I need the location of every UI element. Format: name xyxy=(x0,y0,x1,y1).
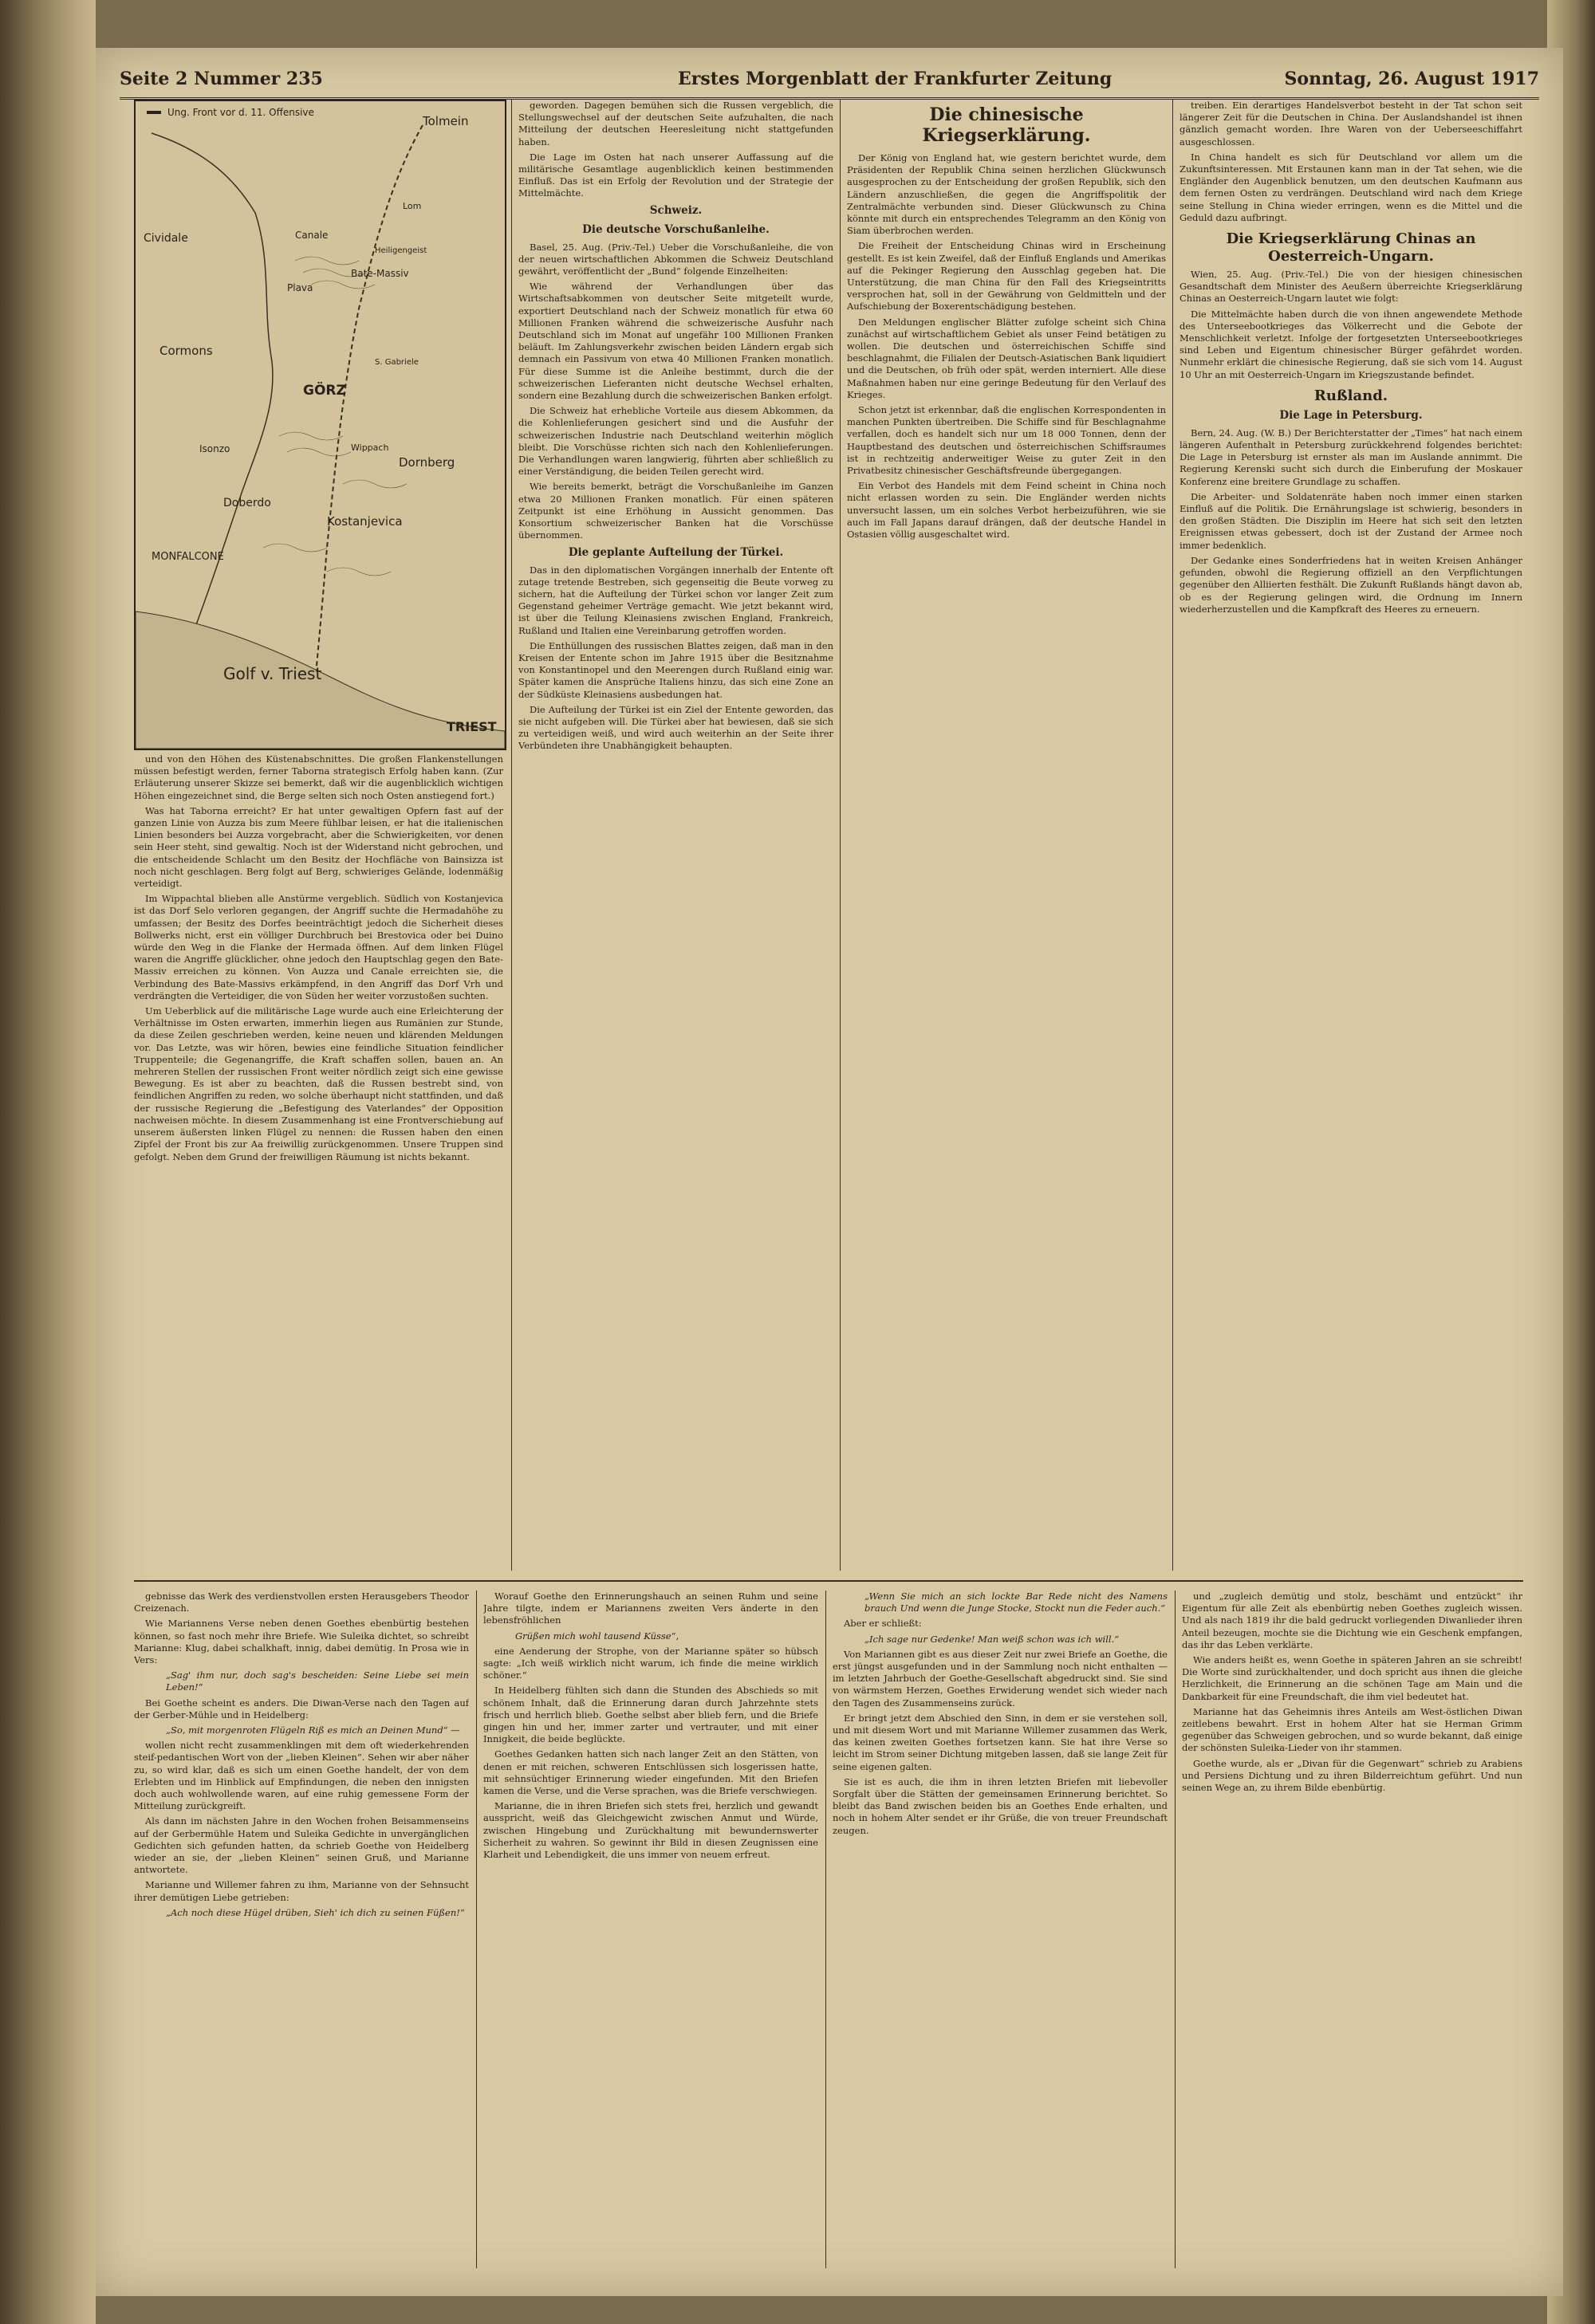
column-rule xyxy=(511,100,512,1571)
section-heading: Schweiz. xyxy=(649,203,703,217)
column-3 xyxy=(847,100,1166,1571)
column-rule xyxy=(476,1591,477,2268)
paragraph: Schon jetzt ist erkennbar, daß die englischen Korrespondenten in manchen Punkten übertreiben. Die Schiffe sind für Beschlagnahme verfallen, doch es handelt sich nur um 18 000 Tonnen, denn der Hauptbestand des deutschen und österreichischen Schiffsraumes ist in rechtzeitig anderweitiger Weise zu guter Zeit in den Privatbesitz chinesischer Geschäftsfreunde übergegangen. xyxy=(847,404,1166,477)
verse: Grüßen mich wohl tausend Küsse“, xyxy=(515,1630,679,1642)
paragraph: Aber er schließt: xyxy=(844,1618,922,1630)
verse: „So, mit morgenroten Flügeln Riß es mich an Deinen Mund“ — xyxy=(166,1724,460,1736)
column-4 xyxy=(1180,100,1522,1571)
place-label: Kostanjevica xyxy=(327,514,403,529)
masthead xyxy=(120,65,1539,100)
paragraph: Wie anders heißt es, wenn Goethe in späteren Jahren an sie schreibt! Die Worte sind zurückhaltender, und doch spricht aus ihnen die gleiche Herzlichkeit, die Erinnerung an die schönen Tage am Main und die Dankbarkeit für eine Freundschaft, die ihm viel bedeutet hat. xyxy=(1182,1654,1522,1702)
place-label: GÖRZ xyxy=(303,383,346,399)
paragraph: Die Lage im Osten hat nach unserer Auffassung auf die militärische Gesamtlage augenblicklich keinen bestimmenden Einfluß. Das ist ein Erfolg der Revolution und der Strategie der Mittelmächte. xyxy=(518,151,833,199)
paragraph: Was hat Taborna erreicht? Er hat unter gewaltigen Opfern fast auf der ganzen Linie von Auzza bis zum Meere fühlbar leisen, er hat die italienischen Linien besonders bei Auzza vorgebracht, aber die Schwierigkeiten, vor denen sein Heer steht, sind gewaltig. Noch ist der Widerstand nicht gebrochen, und die entscheidende Schlacht um den Besitz der Hochfläche von Bainsizza ist noch nicht geschlagen. Berg folgt auf Berg, schwieriges Gelände, lodenmäßig verteidigt. xyxy=(134,804,503,890)
paragraph: Goethe wurde, als er „Divan für die Gegenwart“ schrieb zu Arabiens und Persiens Dichtung und zu ihren Bilderreichtum geführt. Und nun seinen Wege an, zu ihrem Bilde ebenbürtig. xyxy=(1182,1757,1522,1794)
paragraph: Die Aufteilung der Türkei ist ein Ziel der Entente geworden, das sie nicht aufgeben will. Die Türkei aber hat bewiesen, daß sie sich zu verteidigen weiß, und wird auch weiterhin an der Seite ihrer Verbündeten ihre Unabhängigkeit behaupten. xyxy=(518,703,833,752)
paragraph: und von den Höhen des Küstenabschnittes. Die großen Flankenstellungen müssen befestigt werden, ferner Taborna strategisch Erfolg haben kann. (Zur Erläuterung unserer Skizze sei bemerkt, daß wir die augenblicklich wichtigen Höhen eingezeichnet sind, die Berge selten sich noch Osten anstiegend fort.) xyxy=(134,753,503,801)
feuilleton-column-4 xyxy=(1182,1591,1522,2268)
place-label: Isonzo xyxy=(199,443,230,454)
paragraph: eine Aenderung der Strophe, von der Marianne später so hübsch sagte: „Ich weiß wirklich nicht warum, ich finde die meine wirklich schöner.“ xyxy=(483,1645,818,1681)
place-label: Canale xyxy=(295,230,329,241)
verse: „Sag' ihm nur, doch sag's bescheiden: Seine Liebe sei mein Leben!“ xyxy=(166,1669,469,1693)
column-1 xyxy=(134,753,503,1567)
paragraph: Wie während der Verhandlungen über das Wirtschaftsabkommen von deutscher Seite mitgeteilt wurde, exportiert Deutschland nach der Schweiz monatlich für etwa 60 Millionen Franken während die schweizerische Ausfuhr nach Deutschland sich im Monat auf ungefähr 100 Millionen Franken beläuft. Im Zahlungsverkehr zwischen beiden Ländern ergab sich demnach ein Passivum von etwa 40 Millionen Franken monatlich. Für diese Summe ist die Anleihe bestimmt, durch die der schweizerischen Lieferanten nicht deutsche Wechsel erhalten, sondern eine Bezahlung durch die schweizerischen Banken erfolgt. xyxy=(518,281,833,402)
isonzo-front-map xyxy=(134,100,506,750)
paragraph: Sie ist es auch, die ihm in ihren letzten Briefen mit liebevoller Sorgfalt über die Stätten der gemeinsamen Erinnerung berichtet. So bleibt das Band zwischen beiden bis an Goethes Ende erhalten, und noch in hohem Alter sendet er ihr Grüße, die von treuer Freundschaft zeugen. xyxy=(833,1775,1168,1836)
paragraph: Im Wippachtal blieben alle Anstürme vergeblich. Südlich von Kostanjevica ist das Dorf Selo verloren gegangen, der Angriff suchte die Hermadahöhe zu umfassen; der Besitz des Dorfes beeinträchtigt jedoch die Sicherheit dieses Bollwerks nicht, erst ein völliger Durchbruch bei Brestovica oder bei Duino würde den Weg in die Flanke der Hermada öffnen. Auf dem linken Flügel waren die Angriffe glücklicher, ohne jedoch den Hauptschlag gegen den Bate-Massiv erreichen zu können. Von Auzza und Canale erreichten sie, die Verbindung des Bate-Massivs erkämpfend, in den Angriff das Dorf Vrh und verdrängten die Verteidiger, die von Süden her weiter vorzustoßen suchten. xyxy=(134,893,503,1001)
place-label: Golf v. Triest xyxy=(223,664,322,683)
paragraph: Marianne, die in ihren Briefen sich stets frei, herzlich und gewandt ausspricht, weiß das Gleichgewicht zwischen Anmut und Würde, zwischen Hingebung und Zurückhaltung mit bewundernswerter Sicherheit zu wahren. So gewinnt ihr Bild in diesen Zeugnissen eine Klarheit und Lebendigkeit, die uns immer von neuem erfreut. xyxy=(483,1800,818,1861)
article-heading: Die Kriegserklärung Chinas an Oesterreich-Ungarn. xyxy=(1226,230,1476,265)
place-label: Cividale xyxy=(144,232,188,245)
book-binding-left xyxy=(0,0,96,2324)
paragraph: Die Arbeiter- und Soldatenräte haben noch immer einen starken Einfluß auf die Politik. Die Ernährungslage ist schwierig, besonders in den großen Städten. Die Disziplin im Heere hat sich seit den letzten Ereignissen etwas gebessert, doch ist der Zustand der Armee noch immer bedenklich. xyxy=(1180,490,1522,551)
place-label: Plava xyxy=(287,282,313,293)
paragraph: Marianne und Willemer fahren zu ihm, Marianne von der Sehnsucht ihrer demütigen Liebe getrieben: xyxy=(134,1879,469,1903)
paragraph: In China handelt es sich für Deutschland vor allem um die Zukunftsinteressen. Mit Erstaunen kann man in der Tat sehen, wie die Engländer den Augenblick benutzen, um den deutschen Kaufmann aus dem fernen Osten zu verdrängen. Deutschland wird nach dem Kriege seine Stellung in China wieder erringen, wenn es die Mittel und die Geduld dazu aufbringt. xyxy=(1180,151,1522,223)
paragraph: Die Schweiz hat erhebliche Vorteile aus diesem Abkommen, da die Kohlenlieferungen gesichert sind und die Ausfuhr der schweizerischen Industrie nach Deutschland weiterhin möglich bleibt. Die Vorschüsse richten sich nach den Kohlenlieferungen. Die Verhandlungen waren langwierig, führten aber schließlich zu einer Verständigung, die beiden Teilen gerecht wird. xyxy=(518,405,833,478)
paragraph: Worauf Goethe den Erinnerungshauch an seinen Ruhm und seine Jahre tilgte, indem er Mariannens zweiten Vers änderte in den lebensfröhlichen xyxy=(483,1591,818,1626)
feuilleton-column-1 xyxy=(134,1591,469,2268)
place-label: Bate-Massiv xyxy=(351,268,409,279)
section-heading: Rußland. xyxy=(1313,387,1388,404)
paragraph: Der König von England hat, wie gestern berichtet wurde, dem Präsidenten der Republik China seinen herzlichen Glückwunsch ausgesprochen zu der Entscheidung der großen Republik, sich den Ländern anzuschließen, die gegen die Angriffspolitik der Zentralmächte verbunden sind. Dieser Glückwunsch zu China könnte mit durch ein entsprechendes Telegramm an den König von Siam überbrochen werden. xyxy=(847,152,1166,237)
paragraph: Er bringt jetzt dem Abschied den Sinn, in dem er sie verstehen soll, und mit diesem Wort und mit Marianne Willemer zusammen das Werk, das keinen zweiten Goethes fortsetzen kann. Sie hat ihre Verse so leicht im Strom seiner Dichtung mitgeben lassen, daß sie lange Zeit für seine eigenen galten. xyxy=(833,1712,1168,1772)
paragraph: Bern, 24. Aug. (W. B.) Der Berichterstatter der „Times“ hat nach einem längeren Aufenthalt in Petersburg zurückkehrend folgendes berichtet: Die Lage in Petersburg ist ernster als man im Auslande annimmt. Die Regierung Kerenski sucht sich durch die Einberufung der Moskauer Konferenz eine breitere Grundlage zu schaffen. xyxy=(1180,427,1522,487)
paragraph: Von Mariannen gibt es aus dieser Zeit nur zwei Briefe an Goethe, die erst jüngst ausgefunden und in der Sammlung noch nicht enthalten — im letzten Jahrbuch der Goethe-Gesellschaft abgedruckt sind. Sie sind von wärmstem Herzen, Goethes Erwiderung wendet sich wieder nach den Tagen des Zusammenseins zurück. xyxy=(833,1648,1168,1709)
map-legend: Ung. Front vor d. 11. Offensive xyxy=(167,107,314,118)
place-label: Doberdo xyxy=(223,497,271,509)
column-rule xyxy=(1172,100,1173,1571)
article-heading: Die Lage in Petersburg. xyxy=(1279,408,1423,422)
verse: „Ach noch diese Hügel drüben, Sieh' ich dich zu seinen Füßen!“ xyxy=(166,1906,465,1918)
place-label: S. Gabriele xyxy=(375,358,419,367)
paragraph: geworden. Dagegen bemühen sich die Russen vergeblich, die Stellungswechsel auf der deutschen Seite aufzuhalten, die nach Mitteilung der deutschen Heeresleitung nicht stattgefunden haben. xyxy=(518,100,833,147)
column-2 xyxy=(518,100,833,1571)
paragraph: Marianne hat das Geheimnis ihres Anteils am West-östlichen Diwan zeitlebens bewahrt. Erst in hohem Alter hat sie Herman Grimm gegenüber das Schweigen gebrochen, und so wurde bekannt, daß einige der schönsten Suleika-Lieder von ihr stammen. xyxy=(1182,1705,1522,1754)
paragraph: Ein Verbot des Handels mit dem Feind scheint in China noch nicht erlassen worden zu sein. Die Engländer werden nichts unversucht lassen, um ein solches Verbot herbeizuführen, wie sie auch im Fall Japans darauf drängen, daß der deutsche Handel in Ostasien völlig ausgeschaltet wird. xyxy=(847,480,1166,541)
place-label: Wippach xyxy=(351,442,389,453)
paragraph: gebnisse das Werk des verdienstvollen ersten Herausgebers Theodor Creizenach. xyxy=(134,1591,469,1614)
column-rule xyxy=(825,1591,826,2268)
paragraph: Bei Goethe scheint es anders. Die Diwan-Verse nach den Tagen auf der Gerber-Mühle und in Heidelberg: xyxy=(134,1697,469,1720)
paragraph: Die Mittelmächte haben durch die von ihnen angewendete Methode des Unterseebootkrieges das Völkerrecht und die Gebote der Menschlichkeit verletzt. Infolge der fortgesetzten Unterseebootkrieges sind Leben und Eigentum chinesischer Bürger gefährdet worden. Nunmehr erklärt die chinesische Regierung, daß sie sich vom 14. August 10 Uhr an mit Oesterreich-Ungarn im Kriegszustande befindet. xyxy=(1180,308,1522,380)
paragraph: Wien, 25. Aug. (Priv.-Tel.) Die von der hiesigen chinesischen Gesandtschaft dem Minister des Aeußern überreichte Kriegserklärung Chinas an Oesterreich-Ungarn lautet wie folgt: xyxy=(1180,269,1522,305)
feuilleton-column-2 xyxy=(483,1591,818,2268)
place-label: Tolmein xyxy=(423,114,469,128)
column-rule xyxy=(840,100,841,1571)
map-drawing xyxy=(136,101,505,749)
article-heading: Die deutsche Vorschußanleihe. xyxy=(582,222,770,236)
feuilleton-rule xyxy=(134,1580,1523,1582)
paragraph: Wie Mariannens Verse neben denen Goethes ebenbürtig bestehen können, so fast noch mehr ihre Briefe. Wie Suleika dichtet, so schreibt Marianne: Klug, dabei schalkhaft, innig, dabei demütig. In Prosa wie in Vers: xyxy=(134,1618,469,1666)
place-label: MONFALCONE xyxy=(152,551,224,563)
paragraph: wollen nicht recht zusammenklingen mit dem oft wiederkehrenden steif-pedantischen Wort von der „lieben Kleinen“. Sehen wir aber näher zu, so wird klar, daß es sich um einen Goethe handelt, der von dem Erlebten und im Hinblick auf Empfindungen, die neben den innigsten doch auch wohlwollende waren, auf eine ruhig gemessene Form der Mitteilung zurückgreift. xyxy=(134,1740,469,1812)
issue-date: Sonntag, 26. August 1917 xyxy=(1284,69,1539,89)
article-heading: Die chinesische Kriegserklärung. xyxy=(922,104,1091,146)
paragraph: Den Meldungen englischer Blätter zufolge scheint sich China zunächst auf wirtschaftlichem Gebiet als unser Feind betätigen zu wollen. Die deutschen und österreichischen Schiffe sind beschlagnahmt, die Filialen der Deutsch-Asiatischen Bank liquidiert und die Deutschen, ob früh oder spät, werden interniert. Alle diese Maßnahmen haben nur eine geringe Bedeutung für den Verlauf des Krieges. xyxy=(847,316,1166,400)
paragraph: Als dann im nächsten Jahre in den Wochen frohen Beisammenseins auf der Gerbermühle Hatem und Suleika Gedichte in unvergänglichen Gedichten sich gefunden hatten, da schrieb Goethe von Heidelberg wieder an sie, der „lieben Kleinen“ seinen Gruß, und Marianne antwortete. xyxy=(134,1815,469,1876)
newspaper-title: Erstes Morgenblatt der Frankfurter Zeitung xyxy=(678,69,1113,89)
paragraph: Um Ueberblick auf die militärische Lage wurde auch eine Erleichterung der Verhältnisse im Osten erwarten, immerhin liegen aus Rumänien zur Stunde, da diese Zeilen geschrieben werden, keine neuen und klärenden Meldungen vor. Das Letzte, was wir hören, bewies eine feindliche Situation feindlicher Truppenteile; die Gegenangriffe, die Kraft schaffen sollen, bauen an. An mehreren Stellen der russischen Front weiter nördlich zeigt sich eine gewisse Bewegung. Es ist aber zu beachten, daß die Russen bestrebt sind, von feindlichen Angriffen zu reden, wo solche überhaupt nicht stattfinden, und daß der russische Regierung die „Befestigung des Vaterlandes“ der Opposition nachweisen möchte. In diesem Zusammenhang ist eine Frontverschiebung auf unserem äußersten linken Flügel zu nennen: die Russen haben den einen Zipfel der Front bis zur Aa freiwillig zurückgenommen. Unsere Truppen sind gefolgt. Neben dem Grund der freiwilligen Räumung ist nichts bekannt. xyxy=(134,1005,503,1162)
verse: „Wenn Sie mich an sich lockte Bar Rede nicht des Namens brauch Und wenn die Junge Stocke, Stockt nun die Feder auch.“ xyxy=(864,1591,1168,1614)
paragraph: treiben. Ein derartiges Handelsverbot besteht in der Tat schon seit längerer Zeit für die Deutschen in China. Der Auslandshandel ist ihnen gänzlich gemacht worden. Ihre Waren von der Ueberseeschiffahrt ausgeschlossen. xyxy=(1180,100,1522,147)
paragraph: Basel, 25. Aug. (Priv.-Tel.) Ueber die Vorschußanleihe, die von der neuen wirtschaftlichen Abkommen die Schweiz Deutschland gewährt, veröffentlicht der „Bund“ folgende Einzelheiten: xyxy=(518,241,833,277)
article-heading: Die geplante Aufteilung der Türkei. xyxy=(568,545,784,559)
verse: „Ich sage nur Gedenke! Man weiß schon was ich will.“ xyxy=(864,1633,1120,1645)
paragraph: Der Gedanke eines Sonderfriedens hat in weiten Kreisen Anhänger gefunden, obwohl die Regierung offiziell an den Verpflichtungen gegenüber den Alliierten festhält. Die Zukunft Rußlands hängt davon ab, ob es der Regierung gelingen wird, die Ordnung im Innern wiederherzustellen und die Kampfkraft des Heeres zu erneuern. xyxy=(1180,554,1522,615)
place-label: Lom xyxy=(403,201,422,211)
page-number: Seite 2 Nummer 235 xyxy=(120,69,323,89)
legend-swatch xyxy=(147,111,161,114)
paragraph: Die Enthüllungen des russischen Blattes zeigen, daß man in den Kreisen der Entente schon im Jahre 1915 über die Besitznahme von Konstantinopel und den Meerengen durch Rußland einig war. Später kamen die Ansprüche Italiens hinzu, das sich eine Zone an der Südküste Kleinasiens ausbedungen hat. xyxy=(518,639,833,700)
paragraph: Die Freiheit der Entscheidung Chinas wird in Erscheinung gestellt. Es ist kein Zweifel, daß der Einfluß Englands und Amerikas auf die Pekinger Regierung den Ausschlag gegeben hat. Die Unterstützung, die man China für den Fall des Kriegseintritts versprochen hat, soll in der Gewährung von Geldmitteln und der Aufschiebung der Boxerentschädigung bestehen. xyxy=(847,240,1166,313)
paragraph: In Heidelberg fühlten sich dann die Stunden des Abschieds so mit schönem Inhalt, daß die Erinnerung daran durch Jahrzehnte stets frisch und herrlich blieb. Goethe selbst aber blieb fern, und die Briefe gingen hin und her, immer zarter und vertrauter, und mit einer Innigkeit, die beide beglückte. xyxy=(483,1685,818,1745)
place-label: Cormons xyxy=(160,344,213,358)
paragraph: Das in den diplomatischen Vorgängen innerhalb der Entente oft zutage tretende Bestreben, sich gegenseitig die Beute vorweg zu sichern, hat die Aufteilung der Türkei schon vor langer Zeit zum Gegenstand geheimer Verträge gemacht. Wie jetzt bekannt wird, ist über die Teilung Kleinasiens zwischen England, Frankreich, Rußland und Italien eine Vereinbarung getroffen worden. xyxy=(518,564,833,636)
column-rule xyxy=(1175,1591,1176,2268)
paragraph: Goethes Gedanken hatten sich nach langer Zeit an den Stätten, von denen er mit reichen, schweren Entschlüssen sich losgerissen hatte, mit sehnsüchtiger Erinnerung wieder eingefunden. Mit den Briefen kamen die Verse, und die Verse sprachen, was die Briefe verschwiegen. xyxy=(483,1748,818,1797)
river-line xyxy=(152,133,273,659)
place-label: Heiligengeist xyxy=(375,246,427,255)
front-line xyxy=(311,125,423,723)
feuilleton-column-3 xyxy=(833,1591,1168,2268)
paragraph: Wie bereits bemerkt, beträgt die Vorschußanleihe im Ganzen etwa 20 Millionen Franken monatlich. Für einen späteren Zeitpunkt ist eine Erhöhung in Aussicht genommen. Das Konsortium schweizerischer Banken hat die Vorschüsse übernommen. xyxy=(518,481,833,541)
place-label: Dornberg xyxy=(399,455,455,470)
paragraph: und „zugleich demütig und stolz, beschämt und entzückt“ ihr Eigentum für alle Zeit als ebenbürtig neben Goethes zugleich wissen. Und als nach 1819 ihr die bald gedruckt vorliegenden Diwanlieder ihren Anteil bezeugen, mochte sie die Dichtung wie ein Geschenk empfangen, das ihr das Leben verklärte. xyxy=(1182,1591,1522,1650)
place-label: TRIEST xyxy=(447,719,497,734)
